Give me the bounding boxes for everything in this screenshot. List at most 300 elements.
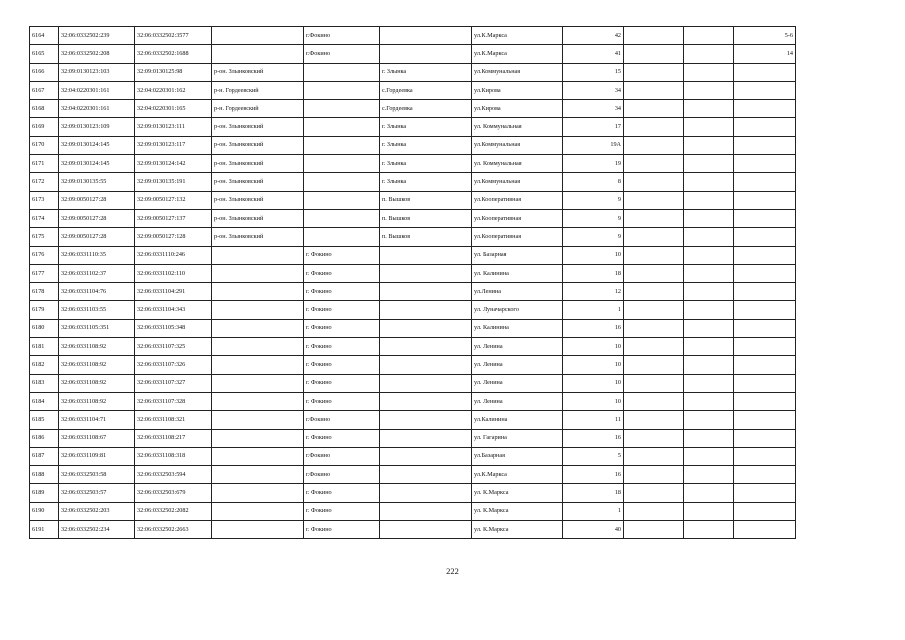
table-cell [380, 429, 472, 447]
table-cell [212, 374, 304, 392]
table-cell: р-он. Злынковский [212, 228, 304, 246]
table-row [30, 319, 796, 337]
table-row [30, 502, 796, 520]
table-cell: г. Фокино [304, 356, 380, 374]
table-cell [304, 118, 380, 136]
table-cell: р-он. Злынковский [212, 209, 304, 227]
page-number: 222 [446, 566, 459, 576]
table-cell: 32:06:0331108:318 [135, 447, 212, 465]
table-row [30, 228, 796, 246]
table-cell: 10 [563, 374, 624, 392]
table-cell: ул.Кооперативная [472, 228, 563, 246]
table-cell [380, 319, 472, 337]
table-cell: ул. Ленина [472, 374, 563, 392]
table-cell [380, 246, 472, 264]
table-cell: 32:06:0332502:208 [59, 45, 135, 63]
table-cell: 42 [563, 27, 624, 45]
table-row [30, 118, 796, 136]
table-cell: 9 [563, 228, 624, 246]
table-cell: г. Злынка [380, 63, 472, 81]
table-cell [684, 27, 734, 45]
table-cell: 17 [563, 118, 624, 136]
table-cell [380, 411, 472, 429]
table-cell: 32:06:0332503:57 [59, 484, 135, 502]
table-row [30, 136, 796, 154]
table-cell: 32:06:0332502:3577 [135, 27, 212, 45]
table-cell: р-он. Злынковский [212, 155, 304, 173]
table-cell [684, 447, 734, 465]
table-cell: ул. К.Маркса [472, 521, 563, 539]
table-row [30, 173, 796, 191]
table-row [30, 429, 796, 447]
table-cell: 19 [563, 155, 624, 173]
table-cell: ул.К.Маркса [472, 466, 563, 484]
table-cell [734, 521, 796, 539]
table-cell: 6172 [30, 173, 59, 191]
table-cell: ул.Базарная [472, 447, 563, 465]
table-cell: 6169 [30, 118, 59, 136]
table-cell: г.Фокино [304, 447, 380, 465]
table-cell: 16 [563, 429, 624, 447]
table-cell: 32:09:0130123:109 [59, 118, 135, 136]
table-cell [380, 301, 472, 319]
table-cell: ул.Кирова [472, 81, 563, 99]
table-cell: 32:06:0332502:2082 [135, 502, 212, 520]
table-cell [212, 338, 304, 356]
table-cell [212, 484, 304, 502]
table-cell: г. Фокино [304, 301, 380, 319]
table-cell [624, 301, 684, 319]
table-cell [380, 264, 472, 282]
table-cell: 34 [563, 81, 624, 99]
table-cell: 32:09:0130123:111 [135, 118, 212, 136]
table-cell [734, 100, 796, 118]
table-cell [684, 173, 734, 191]
table-cell: 6168 [30, 100, 59, 118]
table-cell: ул. Коммунальная [472, 155, 563, 173]
table-cell: 32:09:0050127:28 [59, 228, 135, 246]
table-cell: ул. Ленина [472, 392, 563, 410]
table-cell: 32:06:0331105:351 [59, 319, 135, 337]
table-cell [380, 392, 472, 410]
table-cell: 32:06:0331107:326 [135, 356, 212, 374]
table-cell: ул.К.Маркса [472, 45, 563, 63]
table-cell [304, 191, 380, 209]
table-cell [380, 356, 472, 374]
table-cell [212, 319, 304, 337]
table-cell [684, 338, 734, 356]
table-cell: ул. Коммунальная [472, 118, 563, 136]
table-cell: 32:04:0220301:162 [135, 81, 212, 99]
table-cell: 6178 [30, 283, 59, 301]
table-cell: 9 [563, 209, 624, 227]
table-row [30, 447, 796, 465]
table-cell [624, 228, 684, 246]
table-row [30, 27, 796, 45]
table-row [30, 411, 796, 429]
table-cell: г. Фокино [304, 264, 380, 282]
table-cell: 32:09:0130124:142 [135, 155, 212, 173]
table-cell [734, 411, 796, 429]
table-cell: г. Фокино [304, 392, 380, 410]
table-cell [734, 173, 796, 191]
table-cell [212, 283, 304, 301]
table-cell: г.Фокино [304, 466, 380, 484]
table-cell [734, 63, 796, 81]
table-cell: р-он. Злынковский [212, 136, 304, 154]
table-cell: 6179 [30, 301, 59, 319]
table-cell: 1 [563, 502, 624, 520]
table-cell [380, 502, 472, 520]
table-row [30, 521, 796, 539]
table-cell: 6164 [30, 27, 59, 45]
table-cell: 18 [563, 484, 624, 502]
table-cell: 32:09:0130135:191 [135, 173, 212, 191]
table-row [30, 100, 796, 118]
table-cell: 12 [563, 283, 624, 301]
table-cell [212, 27, 304, 45]
table-cell: 32:09:0130123:117 [135, 136, 212, 154]
table-cell [734, 356, 796, 374]
table-cell [624, 502, 684, 520]
table-cell: 32:06:0332502:203 [59, 502, 135, 520]
table-cell [304, 173, 380, 191]
table-cell [734, 155, 796, 173]
table-cell: 32:09:0050127:137 [135, 209, 212, 227]
table-row [30, 81, 796, 99]
table-cell: с.Гордеевка [380, 81, 472, 99]
table-cell: ул. Базарная [472, 246, 563, 264]
table-cell [734, 319, 796, 337]
table-cell: р-он. Злынковский [212, 173, 304, 191]
table-cell: 32:06:0331109:81 [59, 447, 135, 465]
records-table [29, 26, 796, 539]
table-cell: 15 [563, 63, 624, 81]
table-cell: с.Гордеевка [380, 100, 472, 118]
table-cell: ул.Коммунальная [472, 136, 563, 154]
table-cell [734, 118, 796, 136]
table-cell [734, 283, 796, 301]
table-cell: 32:04:0220301:161 [59, 81, 135, 99]
table-row [30, 466, 796, 484]
table-cell [624, 191, 684, 209]
table-cell: 19А [563, 136, 624, 154]
table-row [30, 484, 796, 502]
table-cell [684, 63, 734, 81]
table-row [30, 301, 796, 319]
table-cell: 32:06:0331108:92 [59, 356, 135, 374]
table-cell [734, 447, 796, 465]
table-row [30, 155, 796, 173]
table-cell: 1 [563, 301, 624, 319]
table-cell: 41 [563, 45, 624, 63]
table-cell [734, 246, 796, 264]
table-cell: 6167 [30, 81, 59, 99]
table-cell: 32:09:0130124:145 [59, 155, 135, 173]
table-cell [624, 118, 684, 136]
table-cell [304, 63, 380, 81]
table-cell [684, 301, 734, 319]
table-cell: 32:09:0130124:145 [59, 136, 135, 154]
table-cell: г. Фокино [304, 521, 380, 539]
table-cell [684, 429, 734, 447]
table-cell: 6184 [30, 392, 59, 410]
table-cell [624, 283, 684, 301]
table-cell [380, 484, 472, 502]
table-cell [380, 466, 472, 484]
table-cell: г. Фокино [304, 374, 380, 392]
table-cell: 10 [563, 392, 624, 410]
table-cell [624, 27, 684, 45]
table-cell [684, 392, 734, 410]
table-row [30, 246, 796, 264]
table-cell: 32:06:0332503:58 [59, 466, 135, 484]
table-cell [624, 264, 684, 282]
table-cell: г. Фокино [304, 283, 380, 301]
table-body [30, 27, 796, 539]
table-cell [684, 136, 734, 154]
table-cell: ул.Ленина [472, 283, 563, 301]
table-cell: г. Фокино [304, 319, 380, 337]
table-cell: р-н. Гордеевский [212, 100, 304, 118]
table-cell: ул. Ленина [472, 356, 563, 374]
table-row [30, 356, 796, 374]
table-cell [684, 374, 734, 392]
table-cell: 32:06:0331105:348 [135, 319, 212, 337]
table-cell: 32:06:0332502:239 [59, 27, 135, 45]
table-cell [624, 356, 684, 374]
table-cell: 6170 [30, 136, 59, 154]
table-cell [684, 502, 734, 520]
table-cell: 32:06:0331102:37 [59, 264, 135, 282]
table-cell [212, 466, 304, 484]
table-cell: 6175 [30, 228, 59, 246]
table-cell: 32:06:0331108:92 [59, 374, 135, 392]
table-cell [684, 466, 734, 484]
table-cell: 6176 [30, 246, 59, 264]
table-cell: 32:06:0331107:325 [135, 338, 212, 356]
table-cell: 16 [563, 319, 624, 337]
table-cell: 32:09:0050127:28 [59, 209, 135, 227]
table-cell: п. Вышков [380, 209, 472, 227]
table-row [30, 283, 796, 301]
table-cell [212, 356, 304, 374]
table-cell: 32:06:0331108:67 [59, 429, 135, 447]
table-cell: г.Фокино [304, 27, 380, 45]
table-cell: 6171 [30, 155, 59, 173]
table-cell [624, 338, 684, 356]
table-cell [684, 209, 734, 227]
table-cell: ул.Кооперативная [472, 191, 563, 209]
table-cell: 32:06:0331108:92 [59, 392, 135, 410]
table-cell: 40 [563, 521, 624, 539]
table-cell [304, 136, 380, 154]
table-row [30, 392, 796, 410]
table-cell: г. Фокино [304, 484, 380, 502]
table-cell: 6166 [30, 63, 59, 81]
table-cell [684, 246, 734, 264]
table-cell: 10 [563, 356, 624, 374]
table-cell [684, 81, 734, 99]
table-cell [212, 447, 304, 465]
table-cell [624, 429, 684, 447]
table-cell [624, 63, 684, 81]
table-cell: 5 [563, 447, 624, 465]
table-cell: 32:06:0331110:246 [135, 246, 212, 264]
table-cell [734, 301, 796, 319]
table-cell [684, 484, 734, 502]
table-cell: 32:06:0331104:343 [135, 301, 212, 319]
table-cell [380, 521, 472, 539]
table-cell: ул.К.Маркса [472, 27, 563, 45]
table-cell: ул. Калинина [472, 319, 563, 337]
table-cell: 8 [563, 173, 624, 191]
table-cell: ул. Гагарина [472, 429, 563, 447]
table-cell: г. Злынка [380, 155, 472, 173]
table-cell: 32:09:0050127:128 [135, 228, 212, 246]
table-cell [624, 100, 684, 118]
table-row [30, 63, 796, 81]
table-cell [684, 118, 734, 136]
table-row [30, 374, 796, 392]
table-cell: 9 [563, 191, 624, 209]
table-cell: г. Фокино [304, 338, 380, 356]
table-cell [624, 392, 684, 410]
table-cell: 32:04:0220301:165 [135, 100, 212, 118]
table-cell: 32:06:0332502:234 [59, 521, 135, 539]
table-cell [684, 264, 734, 282]
table-cell: 6183 [30, 374, 59, 392]
table-cell: ул.Коммунальная [472, 173, 563, 191]
table-cell: 32:06:0332503:679 [135, 484, 212, 502]
table-cell: 32:06:0331104:291 [135, 283, 212, 301]
table-cell: г. Фокино [304, 502, 380, 520]
table-cell [624, 246, 684, 264]
table-cell [304, 228, 380, 246]
table-cell [734, 466, 796, 484]
table-cell: 32:09:0130125:98 [135, 63, 212, 81]
table-cell [734, 81, 796, 99]
table-cell [624, 319, 684, 337]
table-cell: 32:09:0130123:103 [59, 63, 135, 81]
table-cell [624, 466, 684, 484]
table-cell: 32:06:0331102:110 [135, 264, 212, 282]
table-cell [624, 81, 684, 99]
table-cell: 6181 [30, 338, 59, 356]
table-cell [684, 411, 734, 429]
table-cell: ул.Кирова [472, 100, 563, 118]
table-cell: 18 [563, 264, 624, 282]
table-cell [684, 191, 734, 209]
table-cell: 6173 [30, 191, 59, 209]
table-row [30, 191, 796, 209]
table-cell: 6180 [30, 319, 59, 337]
table-cell: 6165 [30, 45, 59, 63]
table-cell [734, 392, 796, 410]
table-cell [624, 209, 684, 227]
table-cell: 32:06:0331108:321 [135, 411, 212, 429]
table-cell: р-он. Злынковский [212, 118, 304, 136]
table-cell: ул.Коммунальная [472, 63, 563, 81]
table-cell: 32:06:0331104:76 [59, 283, 135, 301]
table-cell [212, 429, 304, 447]
table-cell: 6186 [30, 429, 59, 447]
table-cell: 32:06:0332503:594 [135, 466, 212, 484]
table-cell: 32:09:0130135:55 [59, 173, 135, 191]
table-row [30, 45, 796, 63]
table-cell [212, 264, 304, 282]
table-cell: 32:06:0331107:327 [135, 374, 212, 392]
table-cell: 6182 [30, 356, 59, 374]
table-cell: 6187 [30, 447, 59, 465]
table-cell: 32:04:0220301:161 [59, 100, 135, 118]
table-cell: ул. Калинина [472, 264, 563, 282]
table-cell [624, 447, 684, 465]
table-cell [304, 81, 380, 99]
table-row [30, 264, 796, 282]
table-cell: 6189 [30, 484, 59, 502]
table-cell: р-н. Гордеевский [212, 81, 304, 99]
table-cell [380, 27, 472, 45]
table-cell: 32:06:0331103:55 [59, 301, 135, 319]
table-cell: 32:09:0050127:132 [135, 191, 212, 209]
table-cell [380, 374, 472, 392]
table-cell: г.Фокино [304, 45, 380, 63]
table-cell [734, 228, 796, 246]
table-cell [380, 338, 472, 356]
table-cell: 16 [563, 466, 624, 484]
table-cell: 10 [563, 246, 624, 264]
table-cell [624, 411, 684, 429]
table-cell [734, 429, 796, 447]
table-cell [684, 155, 734, 173]
table-cell: ул. Луначарского [472, 301, 563, 319]
table-cell: 34 [563, 100, 624, 118]
table-cell: 32:06:0331107:328 [135, 392, 212, 410]
table-cell: г. Злынка [380, 118, 472, 136]
table-cell: 32:09:0050127:28 [59, 191, 135, 209]
table-cell [734, 136, 796, 154]
table-cell: 32:06:0332502:1688 [135, 45, 212, 63]
table-cell [684, 319, 734, 337]
table-row [30, 209, 796, 227]
table-cell [212, 246, 304, 264]
table-cell: 32:06:0332502:2663 [135, 521, 212, 539]
table-cell [380, 283, 472, 301]
table-cell [734, 209, 796, 227]
table-cell: 32:06:0331110:35 [59, 246, 135, 264]
table-cell [624, 484, 684, 502]
table-cell [624, 155, 684, 173]
table-cell: ул. К.Маркса [472, 484, 563, 502]
table-cell [624, 521, 684, 539]
table-cell: 6177 [30, 264, 59, 282]
table-cell: г. Злынка [380, 173, 472, 191]
table-cell [380, 447, 472, 465]
table-cell [734, 502, 796, 520]
table-cell: г. Злынка [380, 136, 472, 154]
table-cell: 6190 [30, 502, 59, 520]
table-cell: 32:06:0331104:71 [59, 411, 135, 429]
table-cell [734, 374, 796, 392]
table-cell [624, 45, 684, 63]
table-cell: п. Вышков [380, 191, 472, 209]
table-cell [212, 502, 304, 520]
table-cell: 6185 [30, 411, 59, 429]
table-cell: г.Фокино [304, 411, 380, 429]
table-cell: 32:06:0331108:92 [59, 338, 135, 356]
table-cell [212, 411, 304, 429]
